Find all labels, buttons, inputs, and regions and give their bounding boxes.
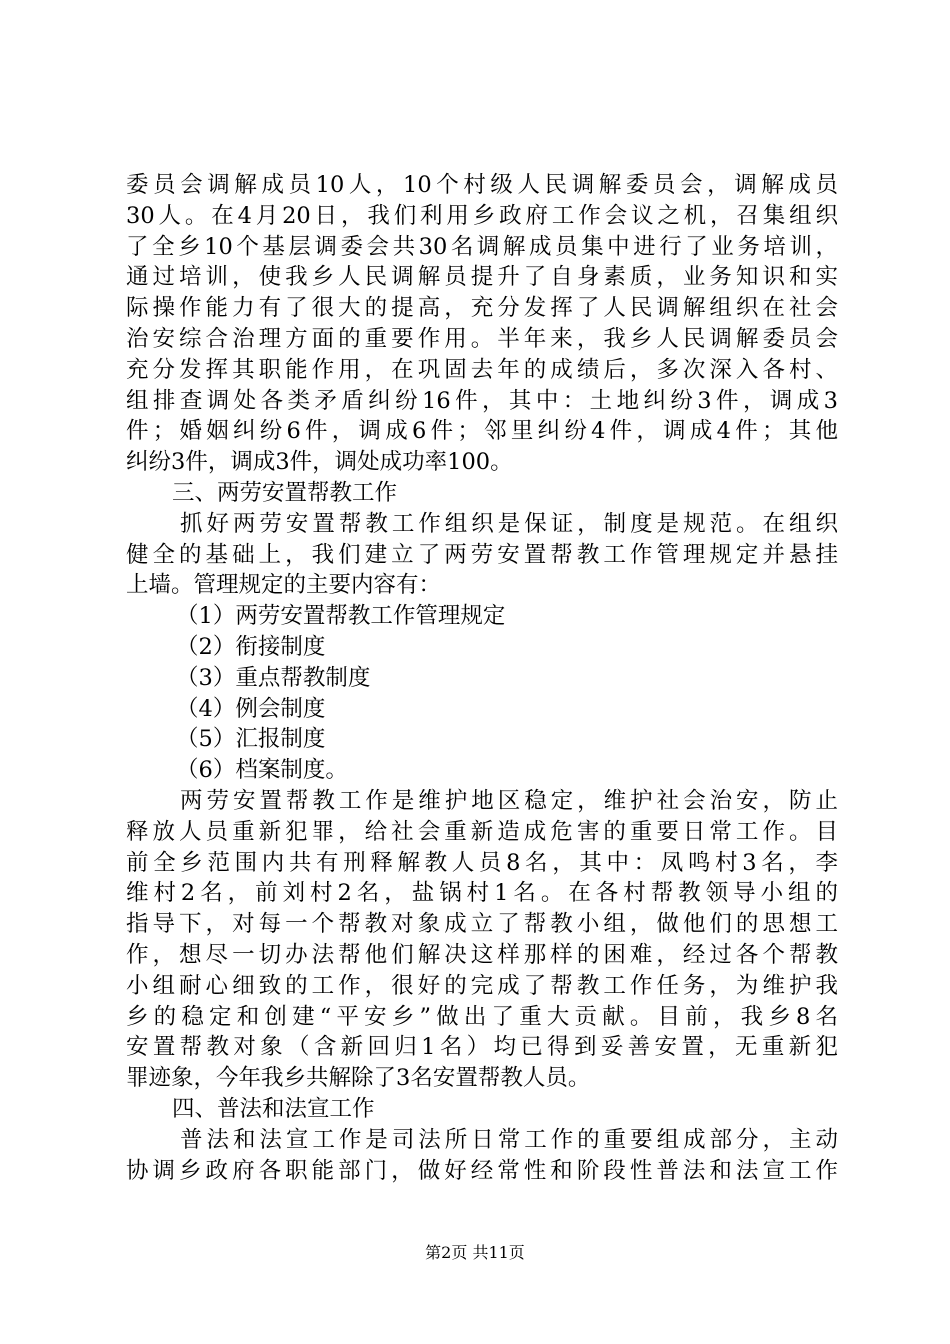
body-text-line: 件；婚姻纠纷6件，调成6件；邻里纠纷4件，调成4件；其他: [126, 418, 838, 445]
body-text-line: 乡的稳定和创建“平安乡”做出了重大贡献。目前，我乡8名: [126, 1003, 838, 1030]
body-text-line: 健全的基础上，我们建立了两劳安置帮教工作管理规定并悬挂: [126, 541, 838, 568]
body-text-line: 前全乡范围内共有刑释解教人员8名，其中：凤鸣村3名，李: [126, 849, 838, 876]
paragraph-first-line: 普法和法宣工作是司法所日常工作的重要组成部分，主动: [180, 1126, 838, 1153]
section-heading: 四、普法和法宣工作: [172, 1095, 375, 1122]
paragraph-first-line: 抓好两劳安置帮教工作组织是保证，制度是规范。在组织: [180, 510, 838, 537]
body-text-line: 小组耐心细致的工作，很好的完成了帮教工作任务，为维护我: [126, 972, 838, 999]
body-text-line: 纠纷3件，调成3件，调处成功率100。: [126, 449, 513, 476]
section-heading: 三、两劳安置帮教工作: [172, 479, 398, 506]
body-text-line: 组排查调处各类矛盾纠纷16件，其中：土地纠纷3件，调成3: [126, 387, 838, 414]
body-text-line: 释放人员重新犯罪，给社会重新造成危害的重要日常工作。目: [126, 818, 838, 845]
list-item: （4）例会制度: [176, 695, 326, 722]
body-text-line: 治安综合治理方面的重要作用。半年来，我乡人民调解委员会: [126, 325, 838, 352]
body-text-line: 安置帮教对象（含新回归1名）均已得到妥善安置，无重新犯: [126, 1034, 838, 1061]
body-text-line: 充分发挥其职能作用，在巩固去年的成绩后，多次深入各村、: [126, 356, 838, 383]
body-text-line: 30人。在4月20日，我们利用乡政府工作会议之机，召集组织: [126, 202, 838, 229]
body-text-line: 通过培训，使我乡人民调解员提升了自身素质，业务知识和实: [126, 264, 838, 291]
body-text-line: 委员会调解成员10人，10个村级人民调解委员会，调解成员: [126, 172, 838, 198]
paragraph-first-line: 两劳安置帮教工作是维护地区稳定，维护社会治安，防止: [180, 787, 838, 814]
document-body: [126, 170, 838, 1186]
body-text-line: 际操作能力有了很大的提高，充分发挥了人民调解组织在社会: [126, 295, 838, 322]
list-item: （6）档案制度。: [176, 757, 348, 784]
body-text-line: 作，想尽一切办法帮他们解决这样那样的困难，经过各个帮教: [126, 941, 838, 968]
list-item: （2）衔接制度: [176, 633, 326, 660]
list-item: （5）汇报制度: [176, 726, 326, 753]
list-item: （1）两劳安置帮教工作管理规定: [176, 603, 506, 630]
body-text-line: 了全乡10个基层调委会共30名调解成员集中进行了业务培训，: [126, 233, 838, 260]
page-footer: 第2页 共11页: [425, 1243, 525, 1262]
body-text-line: 罪迹象，今年我乡共解除了3名安置帮教人员。: [126, 1065, 591, 1092]
list-item: （3）重点帮教制度: [176, 664, 371, 691]
body-text-line: 维村2名，前刘村2名，盐锅村1名。在各村帮教领导小组的: [126, 880, 838, 907]
body-text-line: 协调乡政府各职能部门，做好经常性和阶段性普法和法宣工作: [126, 1157, 838, 1184]
body-text-line: 指导下，对每一个帮教对象成立了帮教小组，做他们的思想工: [126, 911, 838, 938]
body-text-line: 上墙。管理规定的主要内容有：: [126, 572, 442, 599]
